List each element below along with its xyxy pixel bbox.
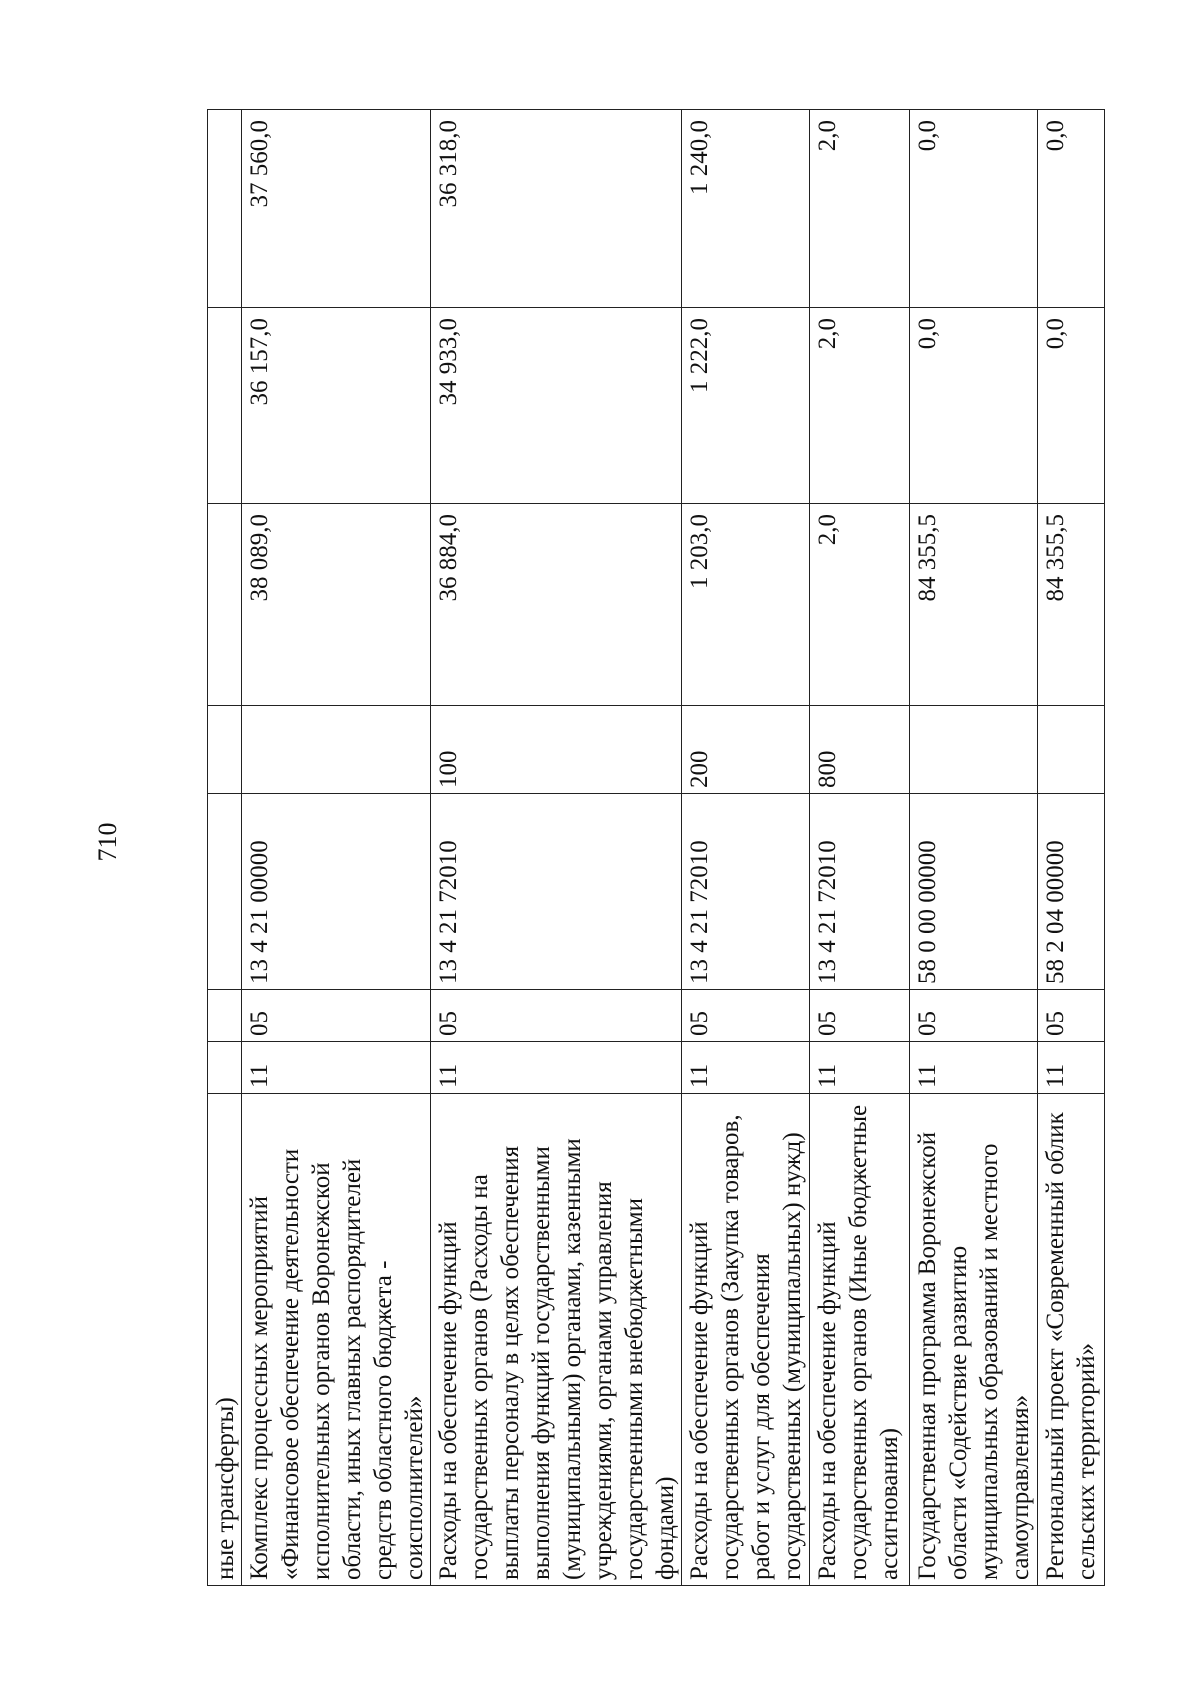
cell-amount-year2: 2,0 [810, 308, 910, 504]
cell-target-article: 13 4 21 72010 [810, 794, 910, 990]
cell-section: 11 [431, 1042, 682, 1094]
cell-empty [208, 504, 242, 706]
table-row [910, 110, 1038, 1586]
cell-continuation-text: ные трансферты) [208, 1094, 242, 1586]
cell-name: Расходы на обеспечение функций государственных органов (Иные бюджетные ассигнования) [810, 1094, 910, 1586]
cell-amount-year1: 84 355,5 [1038, 504, 1105, 706]
cell-section: 11 [910, 1042, 1038, 1094]
cell-amount-year3: 36 318,0 [431, 110, 682, 308]
cell-empty [208, 308, 242, 504]
cell-name: Государственная программа Воронежской области «Содействие развитию муниципальных образований и местного самоуправления» [910, 1094, 1038, 1586]
cell-empty [208, 1042, 242, 1094]
cell-target-article: 58 2 04 00000 [1038, 794, 1105, 990]
cell-amount-year2: 36 157,0 [242, 308, 431, 504]
cell-amount-year2: 0,0 [910, 308, 1038, 504]
cell-section: 11 [1038, 1042, 1105, 1094]
cell-section: 11 [682, 1042, 810, 1094]
cell-amount-year3: 0,0 [1038, 110, 1105, 308]
cell-name: Региональный проект «Современный облик сельских территорий» [1038, 1094, 1105, 1586]
table-row [1038, 110, 1105, 1586]
cell-subsection: 05 [810, 990, 910, 1042]
cell-section: 11 [242, 1042, 431, 1094]
cell-target-article: 13 4 21 72010 [431, 794, 682, 990]
budget-table-rotated [207, 110, 1100, 1586]
cell-empty [208, 794, 242, 990]
cell-name: Расходы на обеспечение функций государственных органов (Закупка товаров, работ и услуг для обеспечения государственных (муниципальных) нужд) [682, 1094, 810, 1586]
cell-subsection: 05 [431, 990, 682, 1042]
table-row-continuation [208, 110, 242, 1586]
cell-empty [208, 706, 242, 794]
cell-target-article: 13 4 21 00000 [242, 794, 431, 990]
budget-table-frame [207, 110, 1100, 1586]
cell-expense-type [910, 706, 1038, 794]
cell-name: Комплекс процессных мероприятий «Финансовое обеспечение деятельности исполнительных органов Воронежской области, иных главных распорядителей средств областного бюджета - соисполнителей» [242, 1094, 431, 1586]
cell-amount-year2: 34 933,0 [431, 308, 682, 504]
table-row [810, 110, 910, 1586]
page-number: 710 [93, 822, 122, 862]
cell-target-article: 13 4 21 72010 [682, 794, 810, 990]
cell-amount-year2: 0,0 [1038, 308, 1105, 504]
table-row [682, 110, 810, 1586]
cell-amount-year3: 37 560,0 [242, 110, 431, 308]
cell-amount-year1: 36 884,0 [431, 504, 682, 706]
cell-expense-type: 800 [810, 706, 910, 794]
table-row [242, 110, 431, 1586]
cell-amount-year3: 1 240,0 [682, 110, 810, 308]
cell-amount-year3: 2,0 [810, 110, 910, 308]
cell-expense-type [242, 706, 431, 794]
cell-expense-type [1038, 706, 1105, 794]
cell-section: 11 [810, 1042, 910, 1094]
cell-amount-year3: 0,0 [910, 110, 1038, 308]
cell-empty [208, 110, 242, 308]
cell-name: Расходы на обеспечение функций государственных органов (Расходы на выплаты персоналу в целях обеспечения выполнения функций государственными (муниципальными) органами, казенными учреждениями, органами управления государственными внебюджетными фондами) [431, 1094, 682, 1586]
cell-amount-year1: 2,0 [810, 504, 910, 706]
cell-amount-year1: 84 355,5 [910, 504, 1038, 706]
cell-expense-type: 100 [431, 706, 682, 794]
cell-target-article: 58 0 00 00000 [910, 794, 1038, 990]
cell-subsection: 05 [910, 990, 1038, 1042]
cell-expense-type: 200 [682, 706, 810, 794]
cell-subsection: 05 [242, 990, 431, 1042]
cell-amount-year1: 1 203,0 [682, 504, 810, 706]
cell-empty [208, 990, 242, 1042]
cell-amount-year2: 1 222,0 [682, 308, 810, 504]
cell-subsection: 05 [1038, 990, 1105, 1042]
cell-subsection: 05 [682, 990, 810, 1042]
budget-table [207, 109, 1105, 1586]
table-row [431, 110, 682, 1586]
cell-amount-year1: 38 089,0 [242, 504, 431, 706]
